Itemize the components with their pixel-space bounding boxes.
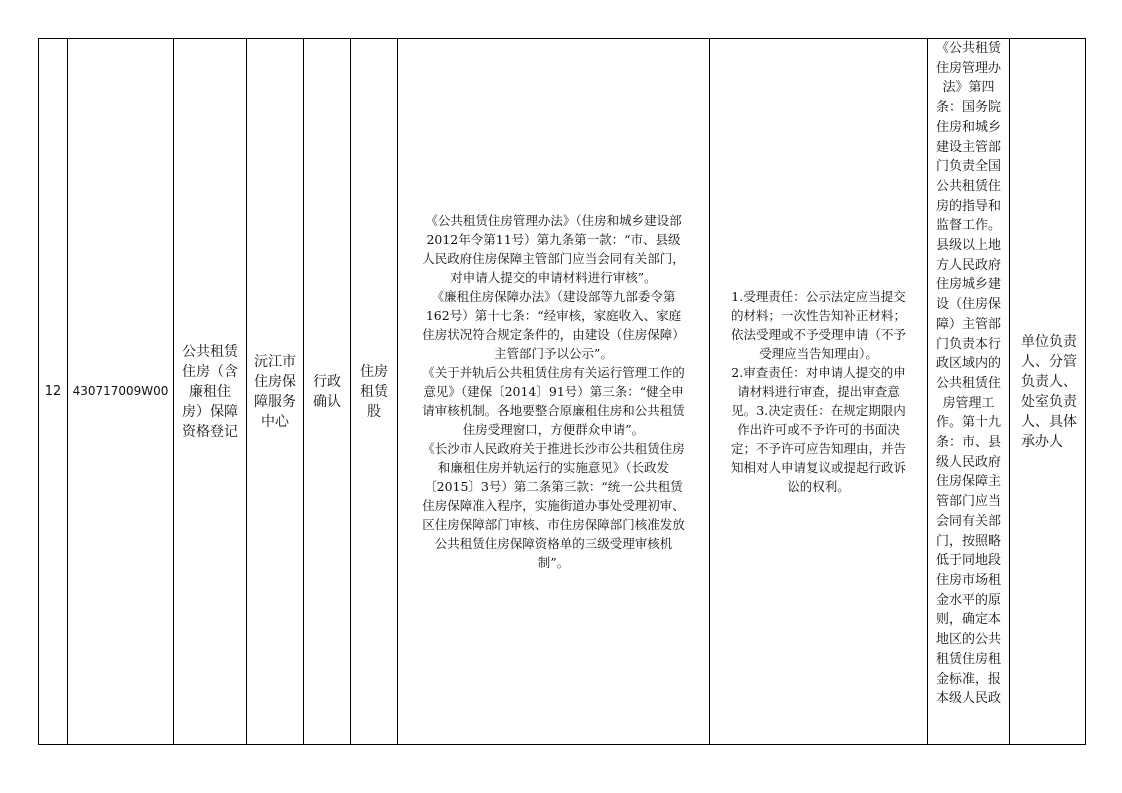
item-code-cell — [68, 39, 173, 744]
responsibility-table — [38, 38, 1086, 745]
accountability-basis-cell — [928, 39, 1009, 744]
row-number: 12 — [44, 384, 62, 399]
item-code: 430717009W00 — [72, 384, 169, 398]
legal-basis: 《公共租赁住房管理办法》（住房和城乡建设部 2012年令第11号）第九条第一款：“市、县级 人民政府住房保障主管部门应当会同有关部门， 对申请人提交的申请材料进行审核”。 《廉租住房保障办法》（建设部等九部委令第 162号）第十七条：“经审核，家庭收入、家庭 住房状况符合规定条件的，由建设（住房保障） 主管部门予以公示”。 《关于并轨后公共租赁住房有关运行管理工作的 意见》（建保〔2014〕91号）第三条：“健全申 请审核机制。各地要整合原廉租住房和公共租赁 住房受理窗口，方便群众申请”。 《长沙市人民政府关于推进长沙市公共租赁住房 和廉租住房并轨运行的实施意见》（长政发 〔2015〕3号）第二条第三款：“统一公共租赁 住房保障准入程序，实施街道办事处受理初审、 区住房保障部门审核、市住房保障部门核准发放 公共租赁住房保障资格单的三级受理审核机 制”。 — [422, 213, 685, 570]
responsible-persons-cell — [1010, 39, 1086, 744]
responsibility-cell — [710, 39, 927, 744]
unit: 住房 租赁 股 — [360, 363, 388, 420]
item-name-cell — [174, 39, 246, 744]
item-name: 公共租赁 住房（含 廉租住 房）保障 资格登记 — [182, 343, 238, 440]
responsibility-content: 1.受理责任：公示法定应当提交 的材料；一次性告知补正材料； 依法受理或不予受理申请（不予 受理应当告知理由）。 2.审查责任：对申请人提交的申 请材料进行审查，提出审查意 见。3.决定责任：在规定期限内 作出许可或不予许可的书面决 定；不予许可应告知理由，并告 知相对人申请复议或提起行政诉 讼的权利。 — [730, 289, 906, 494]
department: 沅江市 住房保 障服务 中心 — [254, 353, 296, 430]
category: 行政 确认 — [313, 373, 341, 410]
legal-basis-cell — [398, 39, 709, 744]
row-number-cell — [39, 39, 67, 744]
category-cell — [304, 39, 350, 744]
accountability-basis: 《公共租赁 住房管理办 法》第四 条：国务院 住房和城乡 建设主管部 门负责全国 公共租赁住 房的指导和 监督工作。 县级以上地 方人民政府 住房城乡建 设（住房保 障）主管部 门负责本行 政区域内的 公共租赁住 房管理工 作。第十九 条：市、县 级人民政府 住房保障主 管部门应当 会同有关部 门，按照略 低于同地段 住房市场租 金水平的原 则，确定本 地区的公共 租赁住房租 金标准，报 本级人民政 — [935, 41, 1001, 707]
responsible-persons: 单位负责 人、分管 负责人、 处室负责 人、具体 承办人 — [1021, 333, 1077, 450]
department-cell — [247, 39, 303, 744]
unit-cell — [351, 39, 397, 744]
